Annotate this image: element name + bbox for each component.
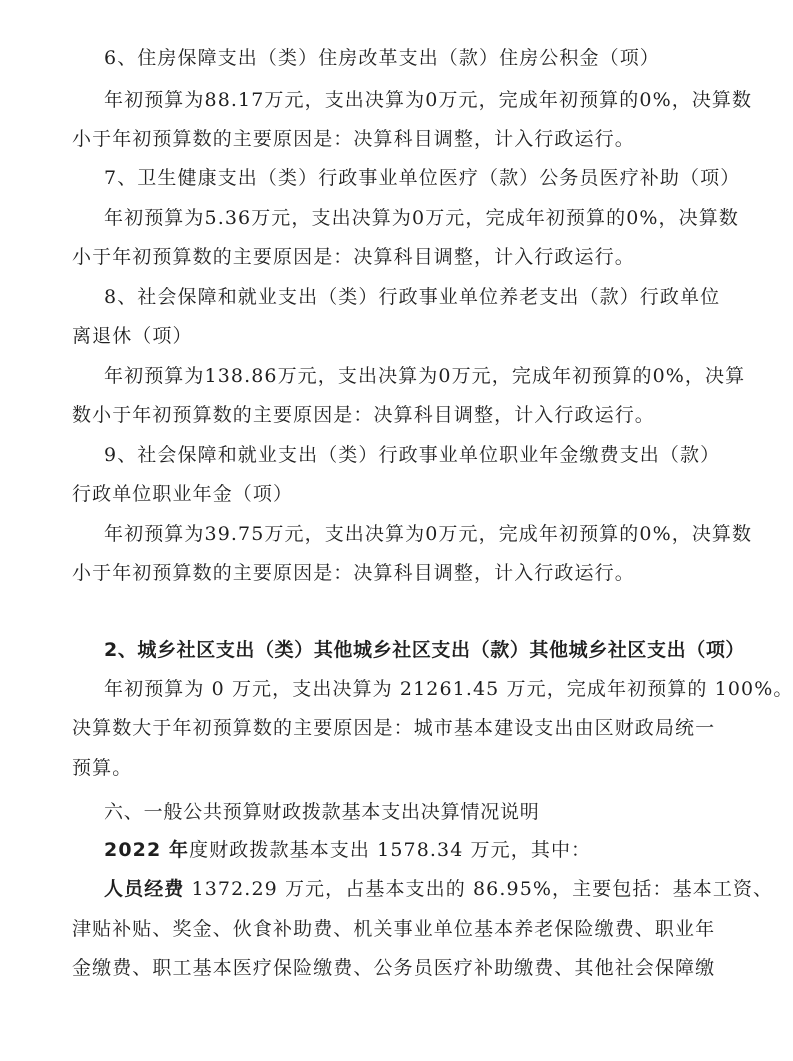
item-6-body-line-1: 年初预算为88.17万元，支出决算为0万元，完成年初预算的0%，决算数 xyxy=(104,89,753,111)
section-6-line-2 xyxy=(104,877,774,901)
item-7-title: 7、卫生健康支出（类）行政事业单位医疗（款）公务员医疗补助（项） xyxy=(104,167,741,189)
section-2-body-line-2: 决算数大于年初预算数的主要原因是：城市基本建设支出由区财政局统一 xyxy=(72,717,716,739)
year-label: 2022 年 xyxy=(104,839,190,861)
item-9-body-line-2: 小于年初预算数的主要原因是：决算科目调整，计入行政运行。 xyxy=(72,562,635,584)
section-6-heading: 六、一般公共预算财政拨款基本支出决算情况说明 xyxy=(104,801,540,823)
item-9-title-line-1: 9、社会保障和就业支出（类）行政事业单位职业年金缴费支出（款） xyxy=(104,444,721,466)
item-9-title-line-2: 行政单位职业年金（项） xyxy=(72,483,294,505)
section-6-line-3: 津贴补贴、奖金、伙食补助费、机关事业单位基本养老保险缴费、职业年 xyxy=(72,918,716,940)
item-6-body-line-2: 小于年初预算数的主要原因是：决算科目调整，计入行政运行。 xyxy=(72,128,635,150)
section-2-title: 2、城乡社区支出（类）其他城乡社区支出（款）其他城乡社区支出（项） xyxy=(104,639,746,661)
item-9-body-line-1: 年初预算为39.75万元，支出决算为0万元，完成年初预算的0%，决算数 xyxy=(104,523,753,545)
item-6-title: 6、住房保障支出（类）住房改革支出（款）住房公积金（项） xyxy=(104,47,660,69)
item-8-body-line-2: 数小于年初预算数的主要原因是：决算科目调整，计入行政运行。 xyxy=(72,404,655,426)
section-2-body-line-1: 年初预算为 0 万元，支出决算为 21261.45 万元，完成年初预算的 100%。 xyxy=(104,678,793,700)
section-6-line-1 xyxy=(104,838,702,862)
item-7-body-line-1: 年初预算为5.36万元，支出决算为0万元，完成年初预算的0%，决算数 xyxy=(104,207,739,229)
item-8-body-line-1: 年初预算为138.86万元，支出决算为0万元，完成年初预算的0%，决算 xyxy=(104,365,746,387)
item-8-title-line-2: 离退休（项） xyxy=(72,325,193,347)
item-8-title-line-1: 8、社会保障和就业支出（类）行政事业单位养老支出（款）行政单位 xyxy=(104,286,721,308)
section-6-line-1-text: 度财政拨款基本支出 1578.34 万元，其中： xyxy=(189,839,592,861)
section-6-line-4: 金缴费、职工基本医疗保险缴费、公务员医疗补助缴费、其他社会保障缴 xyxy=(72,957,716,979)
item-7-body-line-2: 小于年初预算数的主要原因是：决算科目调整，计入行政运行。 xyxy=(72,246,635,268)
section-6-line-2-text: 1372.29 万元，占基本支出的 86.95%，主要包括：基本工资、 xyxy=(184,878,774,900)
section-2-body-line-3: 预算。 xyxy=(72,757,133,779)
personnel-cost-label: 人员经费 xyxy=(104,878,185,900)
